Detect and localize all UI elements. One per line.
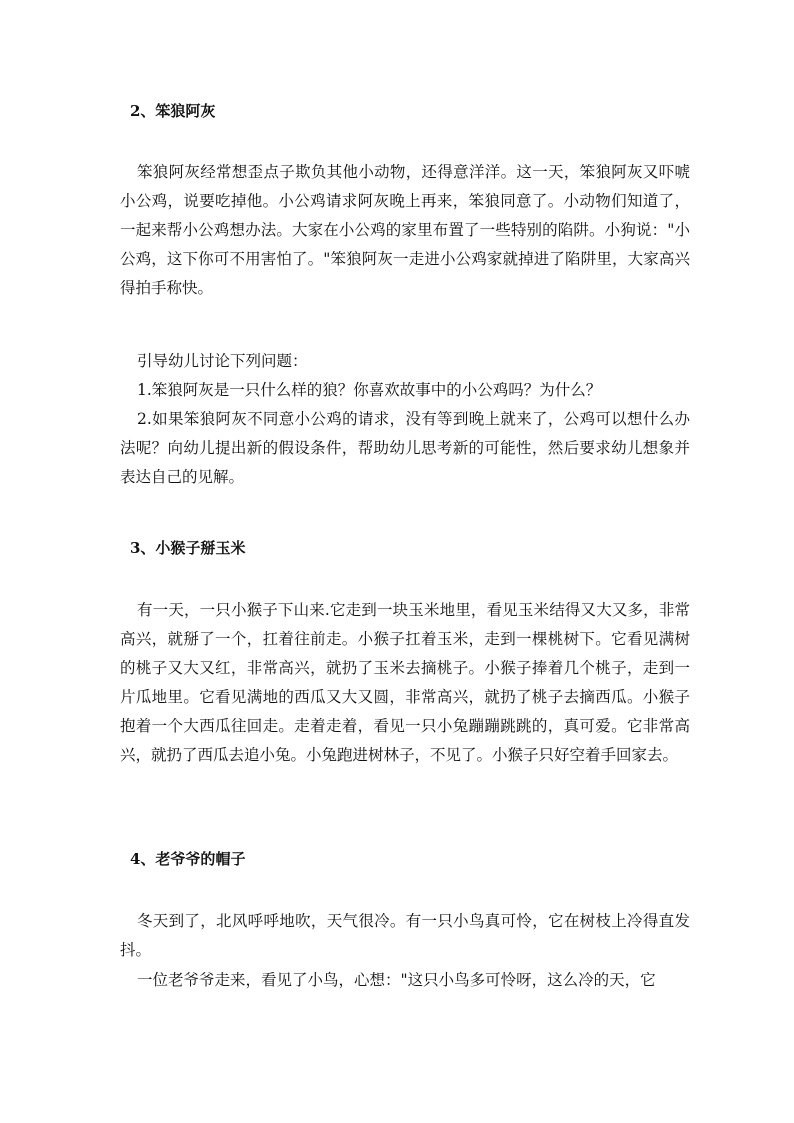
section-heading-2: 2、笨狼阿灰 (130, 102, 216, 120)
section-heading-4: 4、老爷爷的帽子 (130, 850, 246, 868)
discussion-intro: 引导幼儿讨论下列问题： (137, 352, 308, 370)
discussion-question-1: 1.笨狼阿灰是一只什么样的狼？你喜欢故事中的小公鸡吗？为什么？ (137, 381, 602, 399)
story-paragraph-3: 有一天，一只小猴子下山来.它走到一块玉米地里，看见玉米结得又大又多，非常高兴，就掰了一个，扛着往前走。小猴子扛着玉米，走到一棵桃树下。它看见满树的桃子又大又红，非常高兴，就扔了玉米去摘桃子。小猴子捧着几个桃子，走到一片瓜地里。它看见满地的西瓜又大又圆，非常高兴，就扔了桃子去摘西瓜。小猴子抱着一个大西瓜往回走。走着走着，看见一只小兔蹦蹦跳跳的，真可爱。它非常高兴，就扔了西瓜去追小兔。小兔跑进树林子，不见了。小猴子只好空着手回家去。 (120, 601, 690, 764)
story-paragraph-4a: 冬天到了，北风呼呼地吹，天气很冷。有一只小鸟真可怜，它在树枝上冷得直发抖。 (120, 912, 690, 959)
story-paragraph-4b: 一位老爷爷走来，看见了小鸟，心想："这只小鸟多可怜呀，这么冷的天，它 (137, 971, 656, 989)
section-heading-3: 3、小猴子掰玉米 (130, 539, 246, 557)
story-paragraph-2: 笨狼阿灰经常想歪点子欺负其他小动物，还得意洋洋。这一天，笨狼阿灰又吓唬小公鸡，说要吃掉他。小公鸡请求阿灰晚上再来，笨狼同意了。小动物们知道了，一起来帮小公鸡想办法。大家在小公鸡的家里布置了一些特别的陷阱。小狗说："小公鸡，这下你可不用害怕了。"笨狼阿灰一走进小公鸡家就掉进了陷阱里，大家高兴得拍手称快。 (120, 163, 690, 297)
discussion-question-2: 2.如果笨狼阿灰不同意小公鸡的请求，没有等到晚上就来了，公鸡可以想什么办法呢？向幼儿提出新的假设条件，帮助幼儿思考新的可能性，然后要求幼儿想象并表达自己的见解。 (120, 410, 690, 486)
